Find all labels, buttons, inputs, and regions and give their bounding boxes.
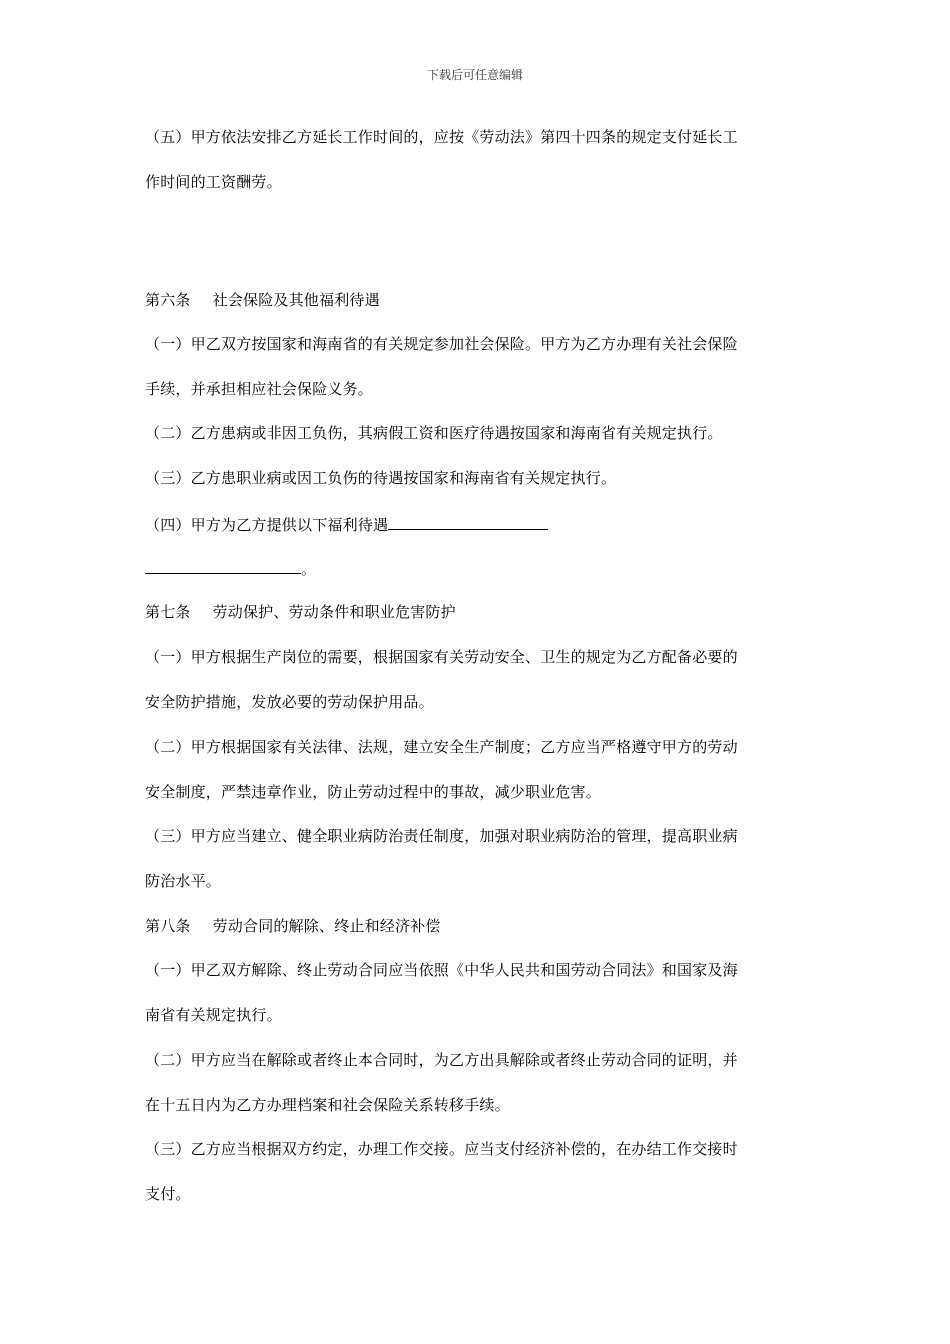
article-8-item-3-line-2: 支付。	[145, 1185, 191, 1203]
page-header: 下载后可任意编辑	[426, 68, 523, 82]
article-8-item-2-line-2: 在十五日内为乙方办理档案和社会保险关系转移手续。	[145, 1096, 510, 1114]
article-7-item-1-line-2: 安全防护措施，发放必要的劳动保护用品。	[145, 693, 434, 711]
fill-in-blank[interactable]	[145, 557, 301, 574]
article-7-heading	[145, 602, 805, 622]
article-8-title: 劳动合同的解除、终止和经济补偿	[212, 917, 441, 935]
article-8-item-1-line-1: （一）甲乙双方解除、终止劳动合同应当依照《中华人民共和国劳动合同法》和国家及海	[145, 961, 738, 979]
article-6-item-1-line-1: （一）甲乙双方按国家和海南省的有关规定参加社会保险。甲方为乙方办理有关社会保险	[145, 335, 738, 353]
article-8-item-1-line-2: 南省有关规定执行。	[145, 1006, 282, 1024]
article-6-number: 第六条	[145, 291, 191, 309]
article-7-item-2-line-1: （二）甲方根据国家有关法律、法规，建立安全生产制度；乙方应当严格遵守甲方的劳动	[145, 738, 738, 756]
article-6-item-4-line-2	[145, 557, 805, 579]
article-8-item-2-line-1: （二）甲方应当在解除或者终止本合同时，为乙方出具解除或者终止劳动合同的证明，并	[145, 1051, 738, 1069]
clause-5-line-1: （五）甲方依法安排乙方延长工作时间的，应按《劳动法》第四十四条的规定支付延长工	[145, 128, 738, 146]
article-6-item-4-end: 。	[301, 560, 317, 578]
article-7-number: 第七条	[145, 603, 191, 621]
article-7-item-2-line-2: 安全制度，严禁违章作业，防止劳动过程中的事故，减少职业危害。	[145, 783, 602, 801]
article-7-item-3-line-1: （三）甲方应当建立、健全职业病防治责任制度，加强对职业病防治的管理，提高职业病	[145, 827, 738, 845]
article-8-number: 第八条	[145, 917, 191, 935]
clause-5-line-2: 作时间的工资酬劳。	[145, 173, 282, 191]
article-6-heading	[145, 290, 805, 310]
article-8-item-3-line-1: （三）乙方应当根据双方约定，办理工作交接。应当支付经济补偿的，在办结工作交接时	[145, 1140, 738, 1158]
article-6-item-1-line-2: 手续，并承担相应社会保险义务。	[145, 380, 374, 398]
article-6-item-3: （三）乙方患职业病或因工负伤的待遇按国家和海南省有关规定执行。	[145, 469, 617, 487]
article-7-title: 劳动保护、劳动条件和职业危害防护	[212, 603, 456, 621]
article-8-heading	[145, 916, 805, 936]
article-7-item-1-line-1: （一）甲方根据生产岗位的需要，根据国家有关劳动安全、卫生的规定为乙方配备必要的	[145, 648, 738, 666]
article-6-item-4-text: （四）甲方为乙方提供以下福利待遇	[145, 516, 389, 534]
article-6-title: 社会保险及其他福利待遇	[212, 291, 380, 309]
article-6-item-4-line-1	[145, 513, 805, 535]
article-6-item-2: （二）乙方患病或非因工负伤，其病假工资和医疗待遇按国家和海南省有关规定执行。	[145, 424, 723, 442]
article-7-item-3-line-2: 防治水平。	[145, 872, 222, 890]
fill-in-blank[interactable]	[388, 513, 548, 530]
